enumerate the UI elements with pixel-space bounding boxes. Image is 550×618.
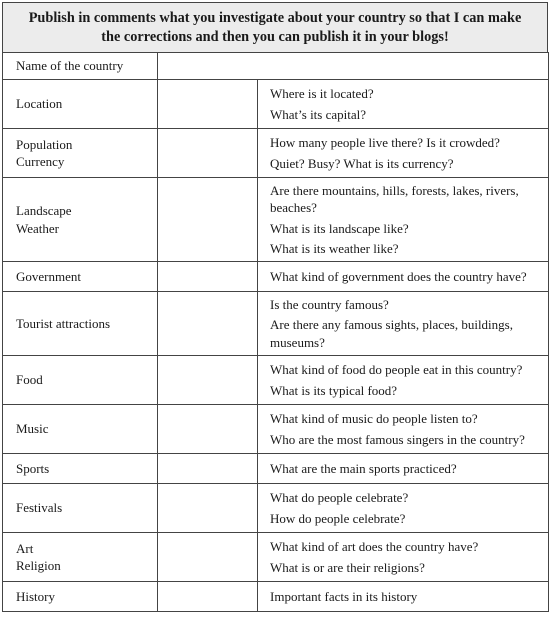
topic-row (3, 292, 549, 356)
topic-label: Tourist attractions (16, 315, 111, 331)
guiding-questions-cell (258, 356, 549, 405)
topic-label: Sports (16, 460, 50, 476)
topic-label-cell (3, 262, 158, 292)
guiding-questions-cell (258, 533, 549, 582)
answer-cell[interactable] (158, 582, 258, 612)
guiding-question: Where is it located? (270, 86, 374, 101)
topic-label: Government (16, 268, 81, 284)
answer-cell[interactable] (158, 80, 258, 129)
topic-label: Music (16, 421, 49, 437)
answer-cell[interactable] (158, 454, 258, 484)
research-table (2, 52, 549, 612)
topic-row (3, 178, 549, 262)
answer-cell[interactable] (158, 292, 258, 356)
guiding-questions-cell (258, 454, 549, 484)
country-name-row (3, 53, 549, 80)
topic-label: Food (16, 372, 43, 388)
answer-cell[interactable] (158, 533, 258, 582)
guiding-question: What is its weather like? (270, 241, 399, 256)
guiding-question: Quiet? Busy? What is its currency? (270, 155, 454, 171)
guiding-question: Is the country famous? (270, 296, 389, 312)
guiding-questions-cell (258, 405, 549, 454)
guiding-question: What’s its capital? (270, 106, 367, 122)
answer-cell[interactable] (158, 484, 258, 533)
topic-row (3, 129, 549, 178)
topic-label: Location (16, 96, 63, 112)
topic-label-cell (3, 484, 158, 533)
topic-row (3, 356, 549, 405)
guiding-question: Are there any famous sights, places, buildings, museums? (270, 317, 513, 350)
topic-label: Landscape (16, 203, 72, 218)
instructions-line-1: Publish in comments what you investigate about your country so that I can make (28, 9, 522, 26)
instructions-header (2, 2, 548, 52)
guiding-question: What is or are their religions? (270, 559, 425, 575)
guiding-question: Important facts in its history (270, 588, 418, 604)
guiding-questions-cell (258, 292, 549, 356)
topic-label-cell (3, 454, 158, 484)
guiding-question: How do people celebrate? (270, 510, 406, 526)
guiding-questions-cell (258, 129, 549, 178)
topic-row (3, 582, 549, 612)
topic-label-cell (3, 405, 158, 454)
guiding-question: Are there mountains, hills, forests, lakes, rivers, beaches? (270, 182, 519, 215)
topic-label-cell (3, 80, 158, 129)
answer-cell[interactable] (158, 405, 258, 454)
guiding-question: Who are the most famous singers in the country? (270, 431, 525, 447)
worksheet (2, 2, 548, 612)
answer-cell[interactable] (158, 178, 258, 262)
topic-row (3, 533, 549, 582)
guiding-question: What do people celebrate? (270, 490, 409, 505)
guiding-question: How many people live there? Is it crowded? (270, 135, 500, 150)
guiding-questions-cell (258, 582, 549, 612)
topic-row (3, 454, 549, 484)
guiding-question: What kind of art does the country have? (270, 539, 479, 554)
instructions-line-2: the corrections and then you can publish it in your blogs! (101, 28, 449, 45)
topic-label: Art (16, 540, 34, 556)
topic-label: Currency (16, 154, 65, 169)
topic-label-cell (3, 356, 158, 405)
answer-cell[interactable] (158, 129, 258, 178)
answer-cell[interactable] (158, 262, 258, 292)
guiding-questions-cell (258, 80, 549, 129)
guiding-question: What kind of music do people listen to? (270, 411, 478, 426)
topic-label-cell (3, 129, 158, 178)
country-name-label: Name of the country (3, 53, 158, 80)
guiding-question: What kind of government does the country have? (270, 268, 527, 284)
topic-label: Religion (16, 558, 61, 573)
guiding-question: What is its landscape like? (270, 220, 409, 236)
answer-cell[interactable] (158, 356, 258, 405)
guiding-question: What are the main sports practiced? (270, 460, 457, 476)
topic-label: Festivals (16, 500, 63, 516)
topic-label: Weather (16, 220, 59, 236)
topic-label-cell (3, 533, 158, 582)
guiding-questions-cell (258, 262, 549, 292)
topic-row (3, 405, 549, 454)
topic-label: History (16, 588, 55, 604)
topic-row (3, 484, 549, 533)
guiding-question: What kind of food do people eat in this country? (270, 362, 523, 377)
country-name-answer-cell[interactable] (158, 53, 549, 80)
topic-row (3, 262, 549, 292)
guiding-questions-cell (258, 178, 549, 262)
guiding-questions-cell (258, 484, 549, 533)
guiding-question: What is its typical food? (270, 382, 398, 398)
topic-label-cell (3, 292, 158, 356)
topic-row (3, 80, 549, 129)
topic-label-cell (3, 178, 158, 262)
topic-label-cell (3, 582, 158, 612)
topic-label: Population (16, 136, 73, 152)
